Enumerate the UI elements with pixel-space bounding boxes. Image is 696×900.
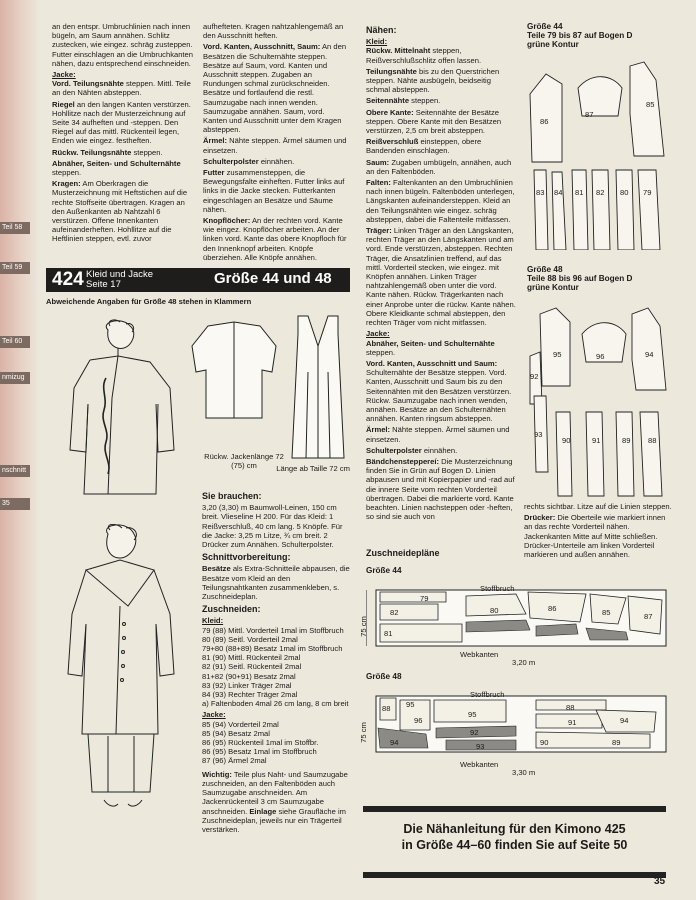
para: Rückw. Mittelnaht steppen, Reißverschlußschlitz offen lassen. — [366, 46, 482, 65]
pattern-44-pieces — [526, 54, 670, 250]
cut-kleid-label: Kleid: — [202, 616, 224, 626]
piece-label: 85 — [602, 608, 611, 617]
para: Schulterpolster einnähen. — [203, 156, 295, 166]
height-label: 75 cm — [358, 616, 368, 637]
piece-label: 88 — [382, 704, 391, 713]
piece-label: 81 — [384, 629, 393, 638]
cut-item: a) Faltenboden 4mal 26 cm lang, 8 cm breit — [202, 699, 349, 709]
para: Ärmel: Nähte steppen. Ärmel säumen und einsetzen. — [203, 136, 347, 155]
piece-label: 86 — [540, 117, 549, 126]
instructions-col-5 — [524, 502, 674, 561]
piece-label: 80 — [620, 188, 629, 197]
margin-tab: Teil 58 — [0, 222, 30, 234]
piece-label: 96 — [414, 716, 423, 725]
banner-line-2: in Größe 44–60 finden Sie auf Seite 50 — [401, 838, 628, 852]
piece-label: 89 — [612, 738, 621, 747]
heading-jacke: Jacke: — [52, 70, 76, 80]
piece-label: 89 — [622, 436, 631, 445]
margin-tab: Teil 59 — [0, 262, 30, 274]
pattern-48-pieces — [526, 300, 670, 500]
piece-label: 94 — [390, 738, 399, 747]
para: Schulterpolster einnähen. — [366, 445, 458, 455]
piece-label: 88 — [648, 436, 657, 445]
needs-title: Sie brauchen: — [202, 491, 262, 501]
para: Teilungsnähte bis zu den Querstrichen steppen. Nähte ausbügeln, beidseitig schmal absteppen. — [366, 66, 500, 95]
piece-label: 88 — [566, 703, 575, 712]
para: Knopflöcher: An der rechten vord. Kante wie eingez. Knopflöcher arbeiten. An der linken vord. Kante das obere Knopfloch für den Innenknopf arbeiten. Knöpfe überziehen. Alle Knöpfe annähen. — [203, 216, 347, 262]
prep-title: Schnittvorbereitung: — [202, 552, 291, 563]
fold-label: Stoffbruch — [480, 584, 515, 593]
width-label: 3,30 m — [512, 768, 536, 777]
length-from-waist-label: Länge ab Taille 72 cm — [276, 464, 350, 473]
margin-tab: nmizug — [0, 372, 30, 384]
cut-list — [202, 616, 350, 765]
cut-item: 85 (94) Vorderteil 2mal — [202, 719, 279, 729]
item-header — [46, 268, 350, 292]
needs-text: 3,20 (3,30) m Baumwoll-Leinen, 150 cm breit. Vlieseline H 200. Für das Kleid: 1 Reißverschluß, 40 cm lang. 5 Knöpfe. Für die Jacke: 3,25 m Litze, ¾ cm breit. 2 Drücker zum Annähen. Schulterpolster. — [202, 503, 343, 550]
cut-item: 83 (92) Linker Träger 2mal — [202, 680, 292, 690]
para: Obere Kante: Seitennähte der Besätze steppen. Obere Kante mit den Besätzen verstürzen, 2,5 cm breit absteppen. — [366, 107, 502, 136]
para: Riegel an den langen Kanten verstürzen. Hohllitze nach der Musterzeichnung auf Seite 34 aufheften und -steppen. Den Riegel auf das mittl. Rückenteil legen, Enden wie eingez. festheften. — [52, 99, 191, 146]
instructions-col-2 — [203, 22, 349, 264]
piece-label: 80 — [490, 606, 499, 615]
pattern-44-title: Größe 44 — [527, 22, 563, 31]
cut-item: 80 (89) Seitl. Vorderteil 2mal — [202, 634, 298, 644]
cutting-plan-44 — [366, 582, 668, 666]
cutting-plan-48-title: Größe 48 — [366, 672, 402, 681]
para: Reißverschluß einsteppen, obere Bandenden einschlagen. — [366, 137, 482, 156]
selvage-label: Webkanten — [460, 650, 499, 659]
piece-label: 93 — [534, 430, 543, 439]
para: Bändchensteppereí: Die Musterzeichnung finden Sie in Grün auf Bogen D. Linien abpausen und mit Kopierpapier und -rad auf die innere Seite vom rechten Vorderteil übertragen. Dabei die markierte vord. Kante beachten. Linien nachsteppen oder -heften, so sind sie auch von — [366, 456, 515, 522]
piece-label: 94 — [645, 350, 654, 359]
margin-tab: Teil 60 — [0, 336, 30, 348]
banner-line-1: Die Nähanleitung für den Kimono 425 — [403, 822, 626, 836]
instructions-col-4 — [366, 22, 516, 523]
margin-strip — [0, 0, 40, 900]
cut-title: Zuschneiden: — [202, 604, 261, 615]
piece-label: 90 — [540, 738, 549, 747]
para: Drücker: Die Oberteile wie markiert innen an das rechte Vorderteil nähen. Jackenkanten Mitte auf Mitte schließen. Drücker-Unterteile am linken Vorderteil markieren und außen annähen. — [524, 513, 666, 560]
piece-label: 92 — [530, 372, 539, 381]
cut-item: 81+82 (90+91) Besatz 2mal — [202, 671, 296, 681]
dress-back-sketch — [288, 312, 348, 462]
item-size: Größe 44 und 48 — [214, 270, 332, 287]
heading-kleid: Kleid: — [366, 37, 388, 47]
para: Abnäher, Seiten- und Schulternähte steppen. — [52, 158, 181, 178]
piece-label: 83 — [536, 188, 545, 197]
piece-label: 82 — [390, 608, 399, 617]
pattern-48-subtitle: Teile 88 bis 96 auf Bogen D — [527, 274, 633, 284]
cut-jacke-label: Jacke: — [202, 710, 226, 720]
margin-tab: nschnitt — [0, 465, 30, 477]
para: Falten: Faltenkanten an den Umbruchlinien nach innen bügeln. Faltenböden unterlegen, Längskanten aufeinandersteppen. Kleid an den Teilungsnähten wie eingez. schräg absteppen, dabei die Faltenteile mitfassen. — [366, 178, 515, 224]
para: Seitennähte steppen. — [366, 96, 441, 106]
jacket-illustration — [60, 318, 186, 514]
pattern-48-kontur: grüne Kontur — [527, 283, 579, 293]
cut-item: 86 (95) Besatz 1mal im Stoffbruch — [202, 747, 317, 757]
page-number: 35 — [654, 876, 666, 887]
piece-label: 87 — [644, 612, 653, 621]
piece-label: 85 — [646, 100, 655, 109]
para: an den entspr. Umbruchlinien nach innen bügeln, am Saum annähen. Schlitz zustecken, wie eingez. schräg zusteppen. Futter einschlagen an die Umbruchkanten nähen, dazu entsprechend einschneiden. — [52, 22, 193, 68]
para: Vord. Kanten, Ausschnitt, Saum: An den Besätzen die Schulternähte steppen. Besätze auf Saum, vord. Kanten und Ausschnitt steppen. Zugaben an Rundungen schmal zurückschneiden. Besätze und fortlaufend die restl. Saumzugabe nach innen wenden. Saumzugabe annähen. Saum, vord. Kanten und Ausschnitt unter dem Kragen absteppen. — [203, 42, 347, 135]
para: Vord. Kanten, Ausschnitt und Saum: Schulternähte der Besätze steppen. Vord. Kanten, Ausschnitt und Saum bis zu den Seitennähten mit den Besätzen verstürzen. Rückw. Saumzugabe nach innen wenden, annähen. Besätze an den Schulternähten annähen. Kanten ringsum absteppen. — [366, 358, 512, 424]
cutting-plan-44-title: Größe 44 — [366, 566, 402, 575]
item-title: Kleid und Jacke Seite 17 — [86, 269, 154, 290]
fold-label: Stoffbruch — [470, 690, 505, 699]
piece-label: 94 — [620, 716, 629, 725]
piece-label: 95 — [406, 700, 415, 709]
instructions-col-1 — [52, 22, 194, 246]
pattern-48-heading — [527, 265, 677, 293]
pattern-44-heading — [527, 22, 677, 50]
height-label: 75 cm — [358, 722, 368, 743]
piece-label: 90 — [562, 436, 571, 445]
size-note: Abweichende Angaben für Größe 48 stehen in Klammern — [46, 297, 252, 306]
heading-jacke: Jacke: — [366, 329, 390, 339]
para: Saum: Zugaben umbügeln, annähen, auch an den Faltenböden. — [366, 157, 512, 176]
prep-text: Besätze als Extra-Schnitteile abpausen, die Besätze vom Kleid an den Teilungsnahtkanten zusammenkleben, s. Zuschneideplan. — [202, 564, 350, 602]
pattern-48-title: Größe 48 — [527, 265, 563, 274]
para: Rückw. Teilungsnähte steppen. — [52, 147, 163, 157]
para: Träger: Linken Träger an den Längskanten, rechten Träger an den Längskanten und am vord. Ende verstürzen, absteppen. Rechten Träger, die Ansatzlinien treffend, auf das mittl. Vorderteil stecken, wie eingez. mit Knöpfen annähen. Linken Träger nahtzahlengemäß oben unter die vord. Kante nähen. Rückw. Trägerkanten nach einer Anprobe unter die rückw. Kante nähen. Obere Kleidkante schmal absteppen, den rechten Träger vom nicht mitfassen. — [366, 226, 516, 328]
para: Kragen: Am Oberkragen die Musterzeichnung mit Heftstichen auf die rechte Stoffseite übertragen. Kragen an den Außenkanten ab Nahtzahl 6 verstürzen. Offene Innenkanten aufeinanderheften. Hohllitze auf die Heftlinien steppen, evtl. zuvor — [52, 179, 188, 244]
piece-label: 91 — [568, 718, 577, 727]
cutting-plans-title: Zuschneidepläne — [366, 548, 440, 558]
pattern-44-subtitle: Teile 79 bis 87 auf Bogen D — [527, 31, 633, 41]
para: rechts sichtbar. Litze auf die Linien steppen. — [524, 502, 672, 511]
piece-label: 93 — [476, 742, 485, 751]
jacket-back-sketch — [188, 318, 280, 438]
important-note: Wichtig: Teile plus Naht- und Saumzugabe zuschneiden, an den Faltenböden auch Saumzugabe anschneiden. Am Jackenrückenteil 3 cm Saumzugabe anschneiden. Einlage siehe Graufläche im Zuschneideplan, jeweils nur ein Trägerteil verstärken. — [202, 769, 348, 834]
dress-jacket-illustration — [58, 524, 188, 814]
cut-item: 86 (95) Rückenteil 1mal im Stoffbr. — [202, 738, 319, 748]
piece-label: 86 — [548, 604, 557, 613]
para: Futter zusammensteppen, die Bewegungsfalte einheften. Futter links auf links in die Jacke stecken. Futterkanten eingeschlagen an Besätze und Säume nähen. — [203, 168, 345, 214]
piece-label: 79 — [643, 188, 652, 197]
cut-item: 81 (90) Mittl. Rückenteil 2mal — [202, 653, 301, 663]
para: aufhefteten. Kragen nahtzahlengemäß an den Ausschnitt heften. — [203, 22, 344, 41]
piece-label: 92 — [470, 728, 479, 737]
piece-label: 81 — [575, 188, 584, 197]
cut-item: 79 (88) Mittl. Vorderteil 1mal im Stoffbruch — [202, 625, 344, 635]
piece-label: 84 — [554, 188, 563, 197]
margin-tab: 35 — [0, 498, 30, 510]
kimono-banner — [363, 806, 666, 878]
cut-item: 87 (96) Ärmel 2mal — [202, 756, 267, 766]
cut-item: 82 (91) Seitl. Rückenteil 2mal — [202, 662, 302, 672]
materials-col — [202, 488, 350, 836]
piece-label: 96 — [596, 352, 605, 361]
para: Abnäher, Seiten- und Schulternähte steppen. — [366, 338, 495, 357]
para: Vord. Teilungsnähte steppen. Mittl. Teile an den Nähten absteppen. — [52, 79, 191, 98]
piece-label: 79 — [420, 594, 429, 603]
para: Ärmel: Nähte steppen. Ärmel säumen und einsetzen. — [366, 425, 510, 444]
piece-label: 95 — [468, 710, 477, 719]
selvage-label: Webkanten — [460, 760, 499, 769]
piece-label: 95 — [553, 350, 562, 359]
pattern-44-kontur: grüne Kontur — [527, 40, 579, 50]
width-label: 3,20 m — [512, 658, 536, 667]
piece-label: 87 — [585, 110, 594, 119]
piece-label: 82 — [596, 188, 605, 197]
piece-label: 91 — [592, 436, 601, 445]
back-length-label: Rückw. Jackenlänge 72 (75) cm — [204, 452, 284, 470]
cut-item: 79+80 (88+89) Besatz 1mal im Stoffbruch — [202, 644, 343, 654]
cut-item: 85 (94) Besatz 2mal — [202, 728, 270, 738]
cut-item: 84 (93) Rechter Träger 2mal — [202, 690, 298, 700]
naehen-title: Nähen: — [366, 25, 397, 35]
item-number: 424 — [52, 269, 84, 290]
